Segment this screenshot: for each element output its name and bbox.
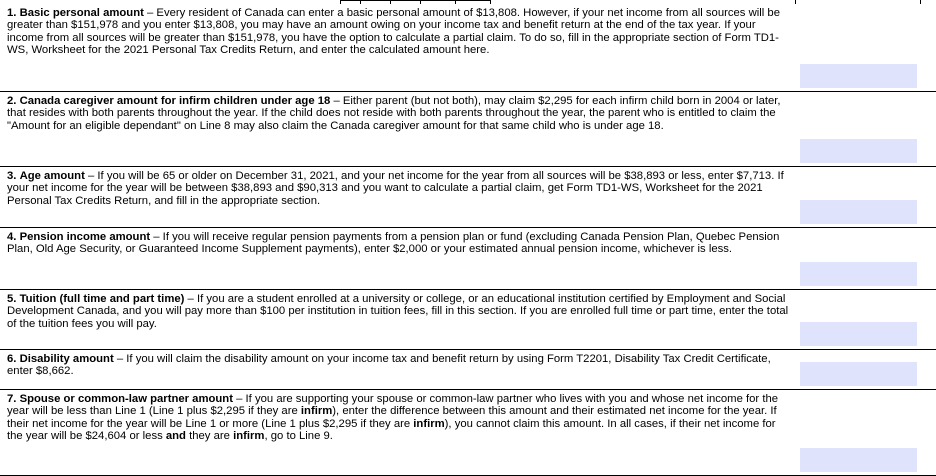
line-5-amount-field[interactable] bbox=[800, 322, 917, 346]
line-1-title: Basic personal amount bbox=[19, 7, 144, 19]
line-7-body-part: they are bbox=[185, 430, 234, 443]
line-6-body: – If you will claim the disability amount on your income tax and benefit return by using Form T2201, Disability Tax Credit Certificate, enter $8,662. bbox=[7, 353, 771, 378]
line-7-body-part: ), you cannot claim this amount. In all cases, if their net income for the year will be $24,604 or less bbox=[7, 417, 776, 443]
line-2-body: – Either parent (but not both), may claim $2,295 for each infirm child born in 2004 or later, that resides with both parents throughout the year. If the child does not reside with both parents throughout the year, the parent who is entitled to claim the "Amount for an eligible dependant" on Line 8 may also claim the Canada caregiver amount for that same child who is under age 18. bbox=[7, 95, 781, 132]
line-7-body-part: , go to Line 9. bbox=[264, 430, 333, 443]
line-5-text bbox=[7, 293, 792, 330]
line-7-title: Spouse or common-law partner amount bbox=[19, 393, 233, 405]
line-4-number: 4. bbox=[7, 231, 17, 243]
line-6-number: 6. bbox=[7, 353, 17, 365]
line-1-amount-field[interactable] bbox=[800, 64, 917, 88]
line-6-row bbox=[0, 350, 936, 390]
line-3-text bbox=[7, 170, 792, 207]
line-6-text bbox=[7, 353, 792, 378]
line-2-title: Canada caregiver amount for infirm children under age 18 bbox=[19, 95, 331, 107]
line-5-body: – If you are a student enrolled at a university or college, or an educational institution certified by Employment and Social Development Canada, and you will pay more than $100 per institution in tuition fees, fill in this section. If you are enrolled full time or part time, enter the total of the tuition fees you will pay. bbox=[7, 293, 789, 330]
line-1-text bbox=[7, 7, 792, 57]
line-7-text bbox=[7, 393, 792, 443]
line-2-text bbox=[7, 95, 792, 132]
line-7-number: 7. bbox=[7, 393, 17, 405]
line-7-emphasis: infirm bbox=[300, 405, 333, 418]
top-rule bbox=[340, 0, 490, 1]
line-1-number: 1. bbox=[7, 7, 17, 19]
line-7-body-part: ), enter the difference between this amount and their estimated net income for the year. If their net income for the year will be Line 1 or more (Line 1 plus $2,295 if they are bbox=[7, 405, 777, 430]
line-3-title: Age amount bbox=[19, 170, 85, 182]
line-7-emphasis: infirm bbox=[413, 417, 445, 430]
line-2-amount-field[interactable] bbox=[800, 139, 917, 163]
line-3-number: 3. bbox=[7, 170, 17, 182]
line-7-emphasis: infirm bbox=[233, 430, 265, 443]
line-1-body: – Every resident of Canada can enter a basic personal amount of $13,808. However, if your net income from all sources will be greater than $151,978 and you enter $13,808, you may have an amount owing on your income tax and benefit return at the end of the tax year. If your income from all sources will be greater than $151,978, you have the option to calculate a partial claim. To do so, fill in the appropriate section of Form TD1-WS, Worksheet for the 2021 Personal Tax Credits Return, and enter the calculated amount here. bbox=[7, 7, 780, 57]
line-3-body: – If you will be 65 or older on December 31, 2021, and your net income for the year from all sources will be $38,893 or less, enter $7,713. If your net income for the year will be between $38,893 and $90,313 and you want to calculate a partial claim, get Form TD1-WS, Worksheet for the 2021 Personal Tax Credits Return, and fill in the appropriate section. bbox=[7, 170, 784, 207]
line-7-amount-field[interactable] bbox=[800, 448, 917, 472]
line-5-row bbox=[0, 290, 936, 350]
line-1-row bbox=[0, 4, 936, 92]
line-3-row bbox=[0, 167, 936, 228]
line-4-title: Pension income amount bbox=[19, 231, 151, 243]
line-2-row bbox=[0, 92, 936, 167]
line-4-amount-field[interactable] bbox=[800, 262, 917, 286]
line-4-row bbox=[0, 228, 936, 290]
line-7-row bbox=[0, 390, 936, 476]
line-4-text bbox=[7, 231, 792, 256]
line-5-title: Tuition (full time and part time) bbox=[19, 293, 185, 305]
line-6-title: Disability amount bbox=[19, 353, 114, 365]
line-2-number: 2. bbox=[7, 95, 17, 107]
line-7-emphasis: and bbox=[165, 430, 186, 443]
line-4-body: – If you will receive regular pension payments from a pension plan or fund (excluding Canada Pension Plan, Quebec Pension Plan, Old Age Security, or Guaranteed Income Supplement payments), enter $2,000 or your estimated annual pension income, whichever is less. bbox=[7, 231, 780, 256]
line-5-number: 5. bbox=[7, 293, 17, 305]
line-6-amount-field[interactable] bbox=[800, 362, 917, 386]
line-3-amount-field[interactable] bbox=[800, 200, 917, 224]
line-7-body-part: – If you are supporting your spouse or common-law partner who lives with you and whose net income for the year will be less than Line 1 (Line 1 plus $2,295 if they are bbox=[7, 393, 779, 418]
